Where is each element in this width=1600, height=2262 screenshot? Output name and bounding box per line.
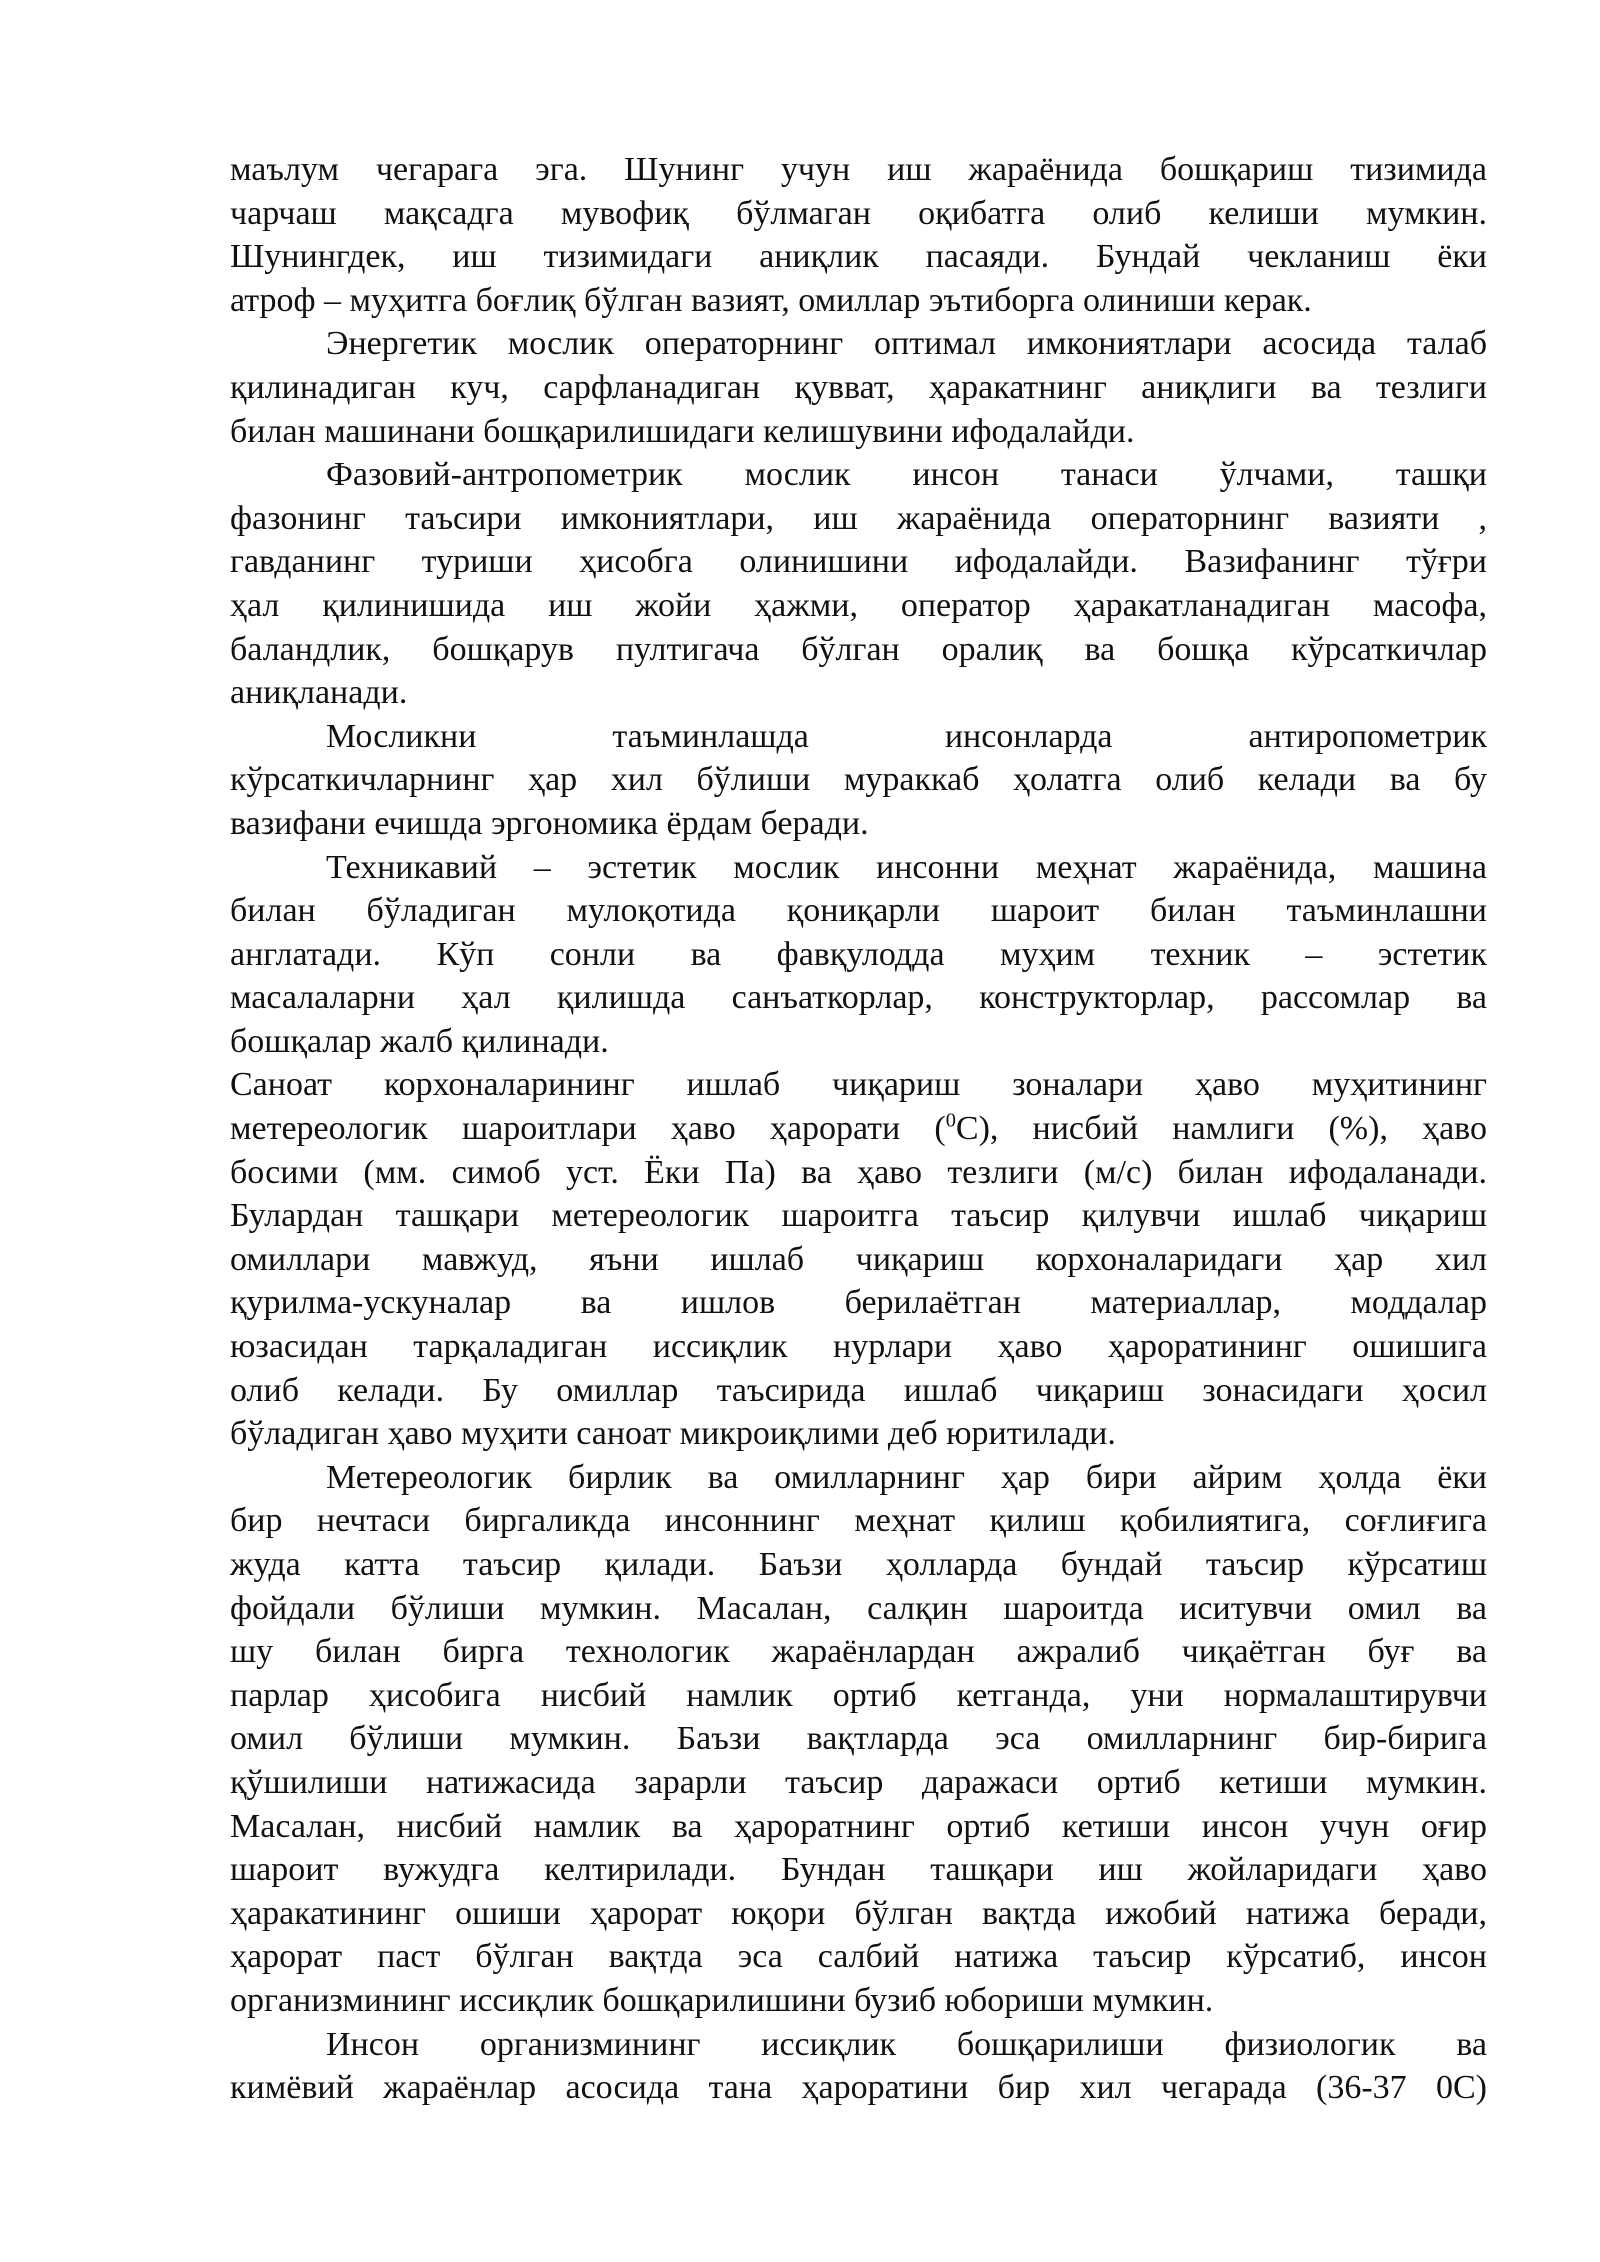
- text-line: аниқланади.: [230, 674, 408, 712]
- text-line: Шунингдек, иш тизимидаги аниқлик пасаяди. Бундай чекланиш ёки: [230, 238, 1487, 276]
- text-line: бўладиган ҳаво муҳити саноат микроиқлими деб юритилади.: [230, 1415, 1116, 1453]
- text-line: [230, 1107, 1487, 1151]
- text-line: Фазовий-антропометрик мослик инсон танаси ўлчами, ташқи: [326, 456, 1487, 494]
- text-line: қилинадиган куч, сарфланадиган қувват, ҳаракатнинг аниқлиги ва тезлиги: [230, 368, 1487, 406]
- text-line: бир нечтаси биргаликда инсоннинг меҳнат қилиш қобилиятига, соғлиғига: [230, 1502, 1487, 1540]
- text-segment: метереологик шароитлари ҳаво ҳарорати (: [230, 1110, 946, 1148]
- text-line: кўрсаткичларнинг ҳар хил бўлиши мураккаб ҳолатга олиб келади ва бу: [230, 761, 1487, 799]
- text-line: Энергетик мослик операторнинг оптимал имкониятлари асосида талаб: [326, 325, 1487, 363]
- text-line: фазонинг таъсири имкониятлари, иш жараёнида операторнинг вазияти ,: [230, 499, 1487, 537]
- document-page: [230, 148, 1487, 2110]
- text-line: билан машинани бошқарилишидаги келишувини ифодалайди.: [230, 412, 1135, 450]
- text-line: фойдали бўлиши мумкин. Масалан, салқин шароитда иситувчи омил ва: [230, 1589, 1487, 1627]
- text-line: Инсон организмининг иссиқлик бошқарилиши физиологик ва: [326, 2025, 1487, 2063]
- text-line: олиб келади. Бу омиллар таъсирида ишлаб чиқариш зонасидаги ҳосил: [230, 1371, 1487, 1409]
- text-line: маълум чегарага эга. Шунинг учун иш жараёнида бошқариш тизимида: [230, 151, 1487, 188]
- text-line: ҳаракатининг ошиши ҳарорат юқори бўлган вақтда ижобий натижа беради,: [230, 1894, 1487, 1932]
- text-line: кимёвий жараёнлар асосида тана ҳароратини бир хил чегарада (36-37 0С): [230, 2069, 1487, 2107]
- text-line: англатади. Кўп сонли ва фавқулодда муҳим техник – эстетик: [230, 935, 1487, 973]
- text-line: ҳал қилинишида иш жойи ҳажми, оператор ҳаракатланадиган масофа,: [230, 586, 1487, 624]
- text-line: Булардан ташқари метереологик шароитга таъсир қилувчи ишлаб чиқариш: [230, 1197, 1487, 1235]
- text-segment: С), нисбий намлиги (%), ҳаво: [955, 1110, 1487, 1148]
- text-line: Техникавий – эстетик мослик инсонни меҳнат жараёнида, машина: [326, 848, 1487, 886]
- text-line: гавданинг туриши ҳисобга олинишини ифодалайди. Вазифанинг тўғри: [230, 543, 1487, 581]
- text-line: омил бўлиши мумкин. Баъзи вақтларда эса омилларнинг бир-бирига: [230, 1720, 1487, 1758]
- text-line: Саноат корхоналарининг ишлаб чиқариш зоналари ҳаво муҳитининг: [230, 1066, 1487, 1104]
- text-line: шу билан бирга технологик жараёнлардан ажралиб чиқаётган буғ ва: [230, 1633, 1487, 1671]
- text-line: ҳарорат паст бўлган вақтда эса салбий натижа таъсир кўрсатиб, инсон: [230, 1938, 1487, 1976]
- text-line: Масалан, нисбий намлик ва ҳароратнинг ортиб кетиши инсон учун оғир: [230, 1807, 1487, 1845]
- text-line: чарчаш мақсадга мувофиқ бўлмаган оқибатга олиб келиши мумкин.: [230, 194, 1487, 232]
- text-line: атроф – муҳитга боғлиқ бўлган вазият, омиллар эътиборга олиниши керак.: [230, 281, 1312, 319]
- text-line: парлар ҳисобига нисбий намлик ортиб кетганда, уни нормалаштирувчи: [230, 1676, 1487, 1714]
- text-line: организмининг иссиқлик бошқарилишини бузиб юбориши мумкин.: [230, 1981, 1214, 2019]
- text-line: масалаларни ҳал қилишда санъаткорлар, конструкторлар, рассомлар ва: [230, 979, 1487, 1017]
- text-line: Мосликни таъминлашда инсонларда антиропометрик: [326, 717, 1487, 755]
- text-line: шароит вужудга келтирилади. Бундан ташқари иш жойларидаги ҳаво: [230, 1851, 1487, 1889]
- text-line: қурилма-ускуналар ва ишлов берилаётган материаллар, моддалар: [230, 1284, 1487, 1322]
- text-line: қўшилиши натижасида зарарли таъсир даражаси ортиб кетиши мумкин.: [230, 1763, 1487, 1801]
- text-line: Метереологик бирлик ва омилларнинг ҳар бири айрим ҳолда ёки: [326, 1458, 1487, 1496]
- text-line: бошқалар жалб қилинади.: [230, 1022, 609, 1060]
- degree-superscript: 0: [945, 1109, 956, 1132]
- text-line: вазифани ечишда эргономика ёрдам беради.: [230, 804, 869, 842]
- text-line: баландлик, бошқарув пултигача бўлган оралиқ ва бошқа кўрсаткичлар: [230, 630, 1487, 668]
- text-line: босими (мм. симоб уст. Ёки Па) ва ҳаво тезлиги (м/с) билан ифодаланади.: [230, 1153, 1487, 1191]
- text-line: юзасидан тарқаладиган иссиқлик нурлари ҳаво ҳароратининг ошишига: [230, 1328, 1487, 1366]
- text-line: жуда катта таъсир қилади. Баъзи ҳолларда бундай таъсир кўрсатиш: [230, 1546, 1487, 1583]
- text-line: омиллари мавжуд, яъни ишлаб чиқариш корхоналаридаги ҳар хил: [230, 1240, 1487, 1278]
- text-line: билан бўладиган мулоқотида қониқарли шароит билан таъминлашни: [230, 892, 1487, 930]
